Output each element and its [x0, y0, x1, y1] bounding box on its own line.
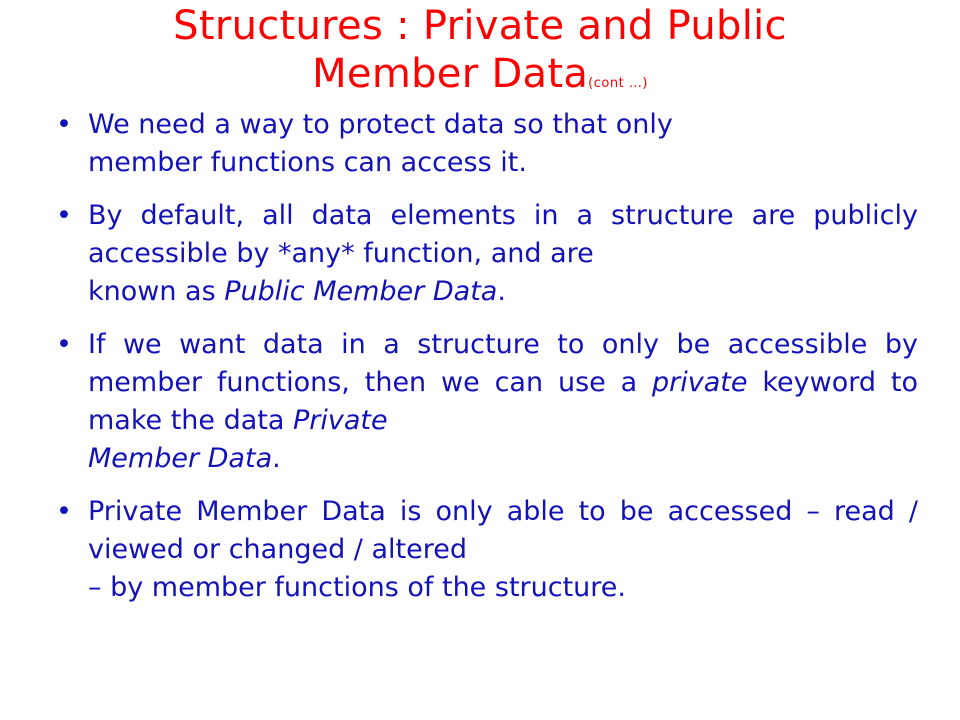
- bullet-dot-icon: •: [56, 496, 72, 527]
- bullet-dot-icon: •: [56, 109, 72, 140]
- bullet-text-line: publicly accessible by *any* function, and are: [88, 200, 918, 269]
- bullet-text-plain: keyword to make the data: [88, 367, 918, 436]
- bullet-text-plain: .: [497, 276, 506, 307]
- bullet-text-line: accessible by member functions, then we can: [88, 329, 919, 398]
- bullet-dot-icon: •: [56, 329, 72, 360]
- bullet-list: [56, 106, 918, 622]
- bullet-text-italic: Private: [293, 405, 388, 436]
- bullet-text-line: If we want data in a structure to only be: [88, 329, 711, 360]
- title-line-2: [60, 50, 900, 108]
- bullet-dot-icon: •: [56, 200, 72, 231]
- bullet-text-plain: use a: [557, 367, 653, 398]
- bullet-text-line: member functions can access it.: [88, 147, 527, 178]
- title-continuation-note: (cont …): [588, 76, 648, 91]
- title-line-1: Structures : Private and Public: [173, 3, 787, 49]
- bullet-text-line: By default, all data elements in a structure are: [88, 200, 796, 231]
- bullet-text-line: [88, 273, 918, 311]
- slide-title: [60, 2, 900, 108]
- bullet-item: [56, 106, 918, 182]
- bullet-text-plain: known as: [88, 276, 225, 307]
- bullet-item: [56, 197, 918, 311]
- bullet-text-italic: private: [652, 367, 748, 398]
- bullet-text-line: We need a way to protect data so that only: [88, 109, 673, 140]
- bullet-text-italic: Public Member Data: [224, 276, 498, 307]
- bullet-text-line: [88, 440, 918, 478]
- bullet-text-line: Private Member Data is only able to be: [88, 496, 654, 527]
- bullet-text-line: – by member functions of the structure.: [88, 572, 626, 603]
- title-main-text: Member Data: [312, 51, 589, 97]
- bullet-item: [56, 493, 918, 607]
- bullet-item: [56, 326, 918, 478]
- bullet-text-line: accessed – read / viewed or changed / altered: [88, 496, 918, 565]
- bullet-text-plain: .: [272, 443, 281, 474]
- bullet-text-italic: Member Data: [88, 443, 273, 474]
